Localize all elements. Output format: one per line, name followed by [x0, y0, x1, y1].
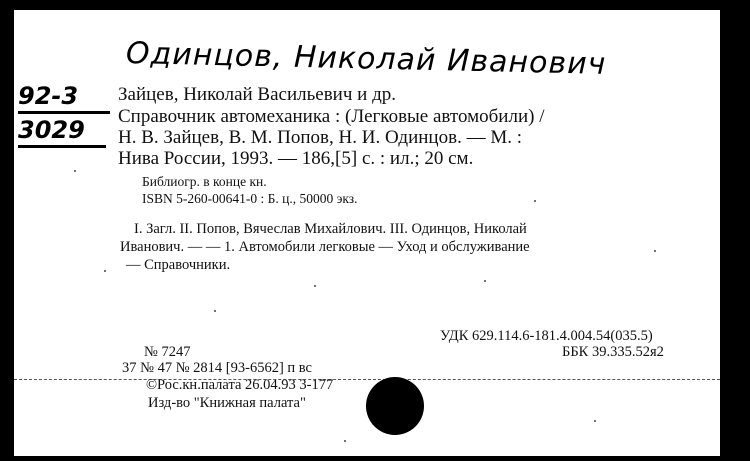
card-number: № 7247: [144, 344, 191, 360]
record-line: 37 № 47 № 2814 [93-6562] п вс: [122, 360, 312, 376]
tracings-line-3: — Справочники.: [126, 257, 231, 273]
copyright-line: ©Рос.кн.палата 26.04.93 3-177: [146, 377, 334, 393]
bibliography-note: Библиогр. в конце кн.: [142, 174, 267, 189]
scan-speck: [594, 420, 596, 422]
shelf-mark-bottom: 3029: [18, 116, 85, 144]
scan-speck: [104, 270, 106, 272]
shelf-mark-underline-2: [18, 145, 106, 148]
scan-border-left: [0, 0, 14, 461]
bbk-classification: ББК 39.335.52я2: [562, 344, 664, 360]
publisher-line: Изд-во "Книжная палата": [148, 395, 306, 411]
shelf-mark-top: 92-3: [18, 82, 79, 110]
scan-speck: [314, 285, 316, 287]
book-title: Справочник автомеханика : (Легковые автомобили) /: [118, 106, 545, 127]
handwritten-author-name: Одинцов, Николай Иванович: [125, 36, 607, 82]
udk-classification: УДК 629.114.6-181.4.004.54(035.5): [440, 328, 653, 344]
shelf-mark-underline: [18, 111, 110, 114]
punch-hole: [366, 377, 424, 435]
scan-speck: [534, 200, 536, 202]
author-heading: Зайцев, Николай Васильевич и др.: [118, 84, 396, 105]
scan-speck: [484, 280, 486, 282]
tracings-line-1: I. Загл. II. Попов, Вячеслав Михайлович. III. Одинцов, Николай: [134, 221, 527, 237]
scan-speck: [654, 250, 656, 252]
imprint-line: Нива России, 1993. — 186,[5] с. : ил.; 20 см.: [118, 148, 474, 169]
isbn-line: ISBN 5-260-00641-0 : Б. ц., 50000 экз.: [142, 191, 358, 206]
scan-speck: [214, 310, 216, 312]
catalog-card: [14, 10, 720, 456]
tracings-line-2: Иванович. — — 1. Автомобили легковые — Уход и обслуживание: [120, 239, 530, 255]
scan-speck: [344, 440, 346, 442]
scan-speck: [74, 170, 76, 172]
perforation-line: [14, 379, 720, 380]
responsibility-statement: Н. В. Зайцев, В. М. Попов, Н. И. Одинцов. — М. :: [118, 127, 522, 148]
scan-border-right: [720, 0, 750, 461]
